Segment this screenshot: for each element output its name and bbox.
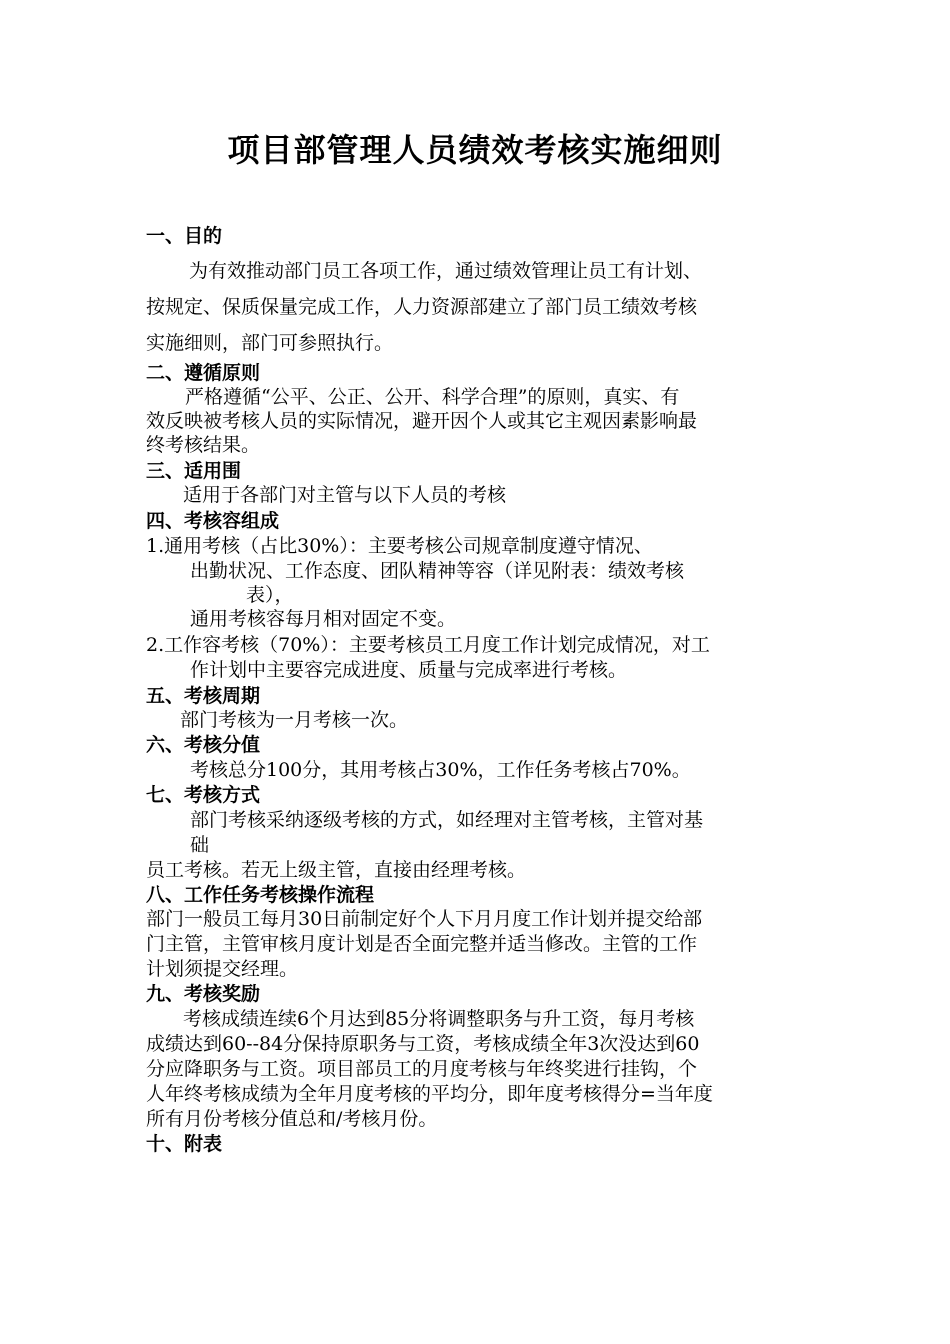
section-heading-composition: 四、考核容组成 bbox=[146, 510, 280, 532]
paragraph-line: 部门一般员工每月30日前制定好个人下月月度工作计划并提交给部 bbox=[146, 908, 703, 930]
paragraph-line: 终考核结果。 bbox=[146, 434, 261, 456]
section-heading-process: 八、工作任务考核操作流程 bbox=[146, 884, 375, 906]
list-item-line: 通用考核容每月相对固定不变。 bbox=[190, 608, 457, 630]
paragraph-line: 础 bbox=[190, 834, 210, 856]
paragraph-line: 所有月份考核分值总和/考核月份。 bbox=[146, 1108, 438, 1130]
section-heading-cycle: 五、考核周期 bbox=[146, 685, 261, 707]
paragraph-line: 成绩达到60--84分保持原职务与工资，考核成绩全年3次没达到60 bbox=[146, 1033, 700, 1055]
paragraph-line: 部门考核为一月考核一次。 bbox=[180, 709, 409, 731]
paragraph-line: 严格遵循“公平、公正、公开、科学合理”的原则，真实、有 bbox=[185, 386, 680, 408]
paragraph-line: 按规定、保质保量完成工作，人力资源部建立了部门员工绩效考核 bbox=[146, 296, 698, 318]
list-item-line: 表）， bbox=[246, 584, 294, 606]
paragraph-line: 计划须提交经理。 bbox=[146, 958, 299, 980]
document-title: 项目部管理人员绩效考核实施细则 bbox=[227, 131, 723, 169]
paragraph-line: 员工考核。若无上级主管，直接由经理考核。 bbox=[146, 859, 527, 881]
section-heading-principles: 二、遵循原则 bbox=[146, 362, 261, 384]
list-item-line: 出勤状况、工作态度、团队精神等容（详见附表：绩效考核 bbox=[190, 560, 685, 582]
list-item-line: 1.通用考核（占比30%）：主要考核公司规章制度遵守情况、 bbox=[146, 535, 653, 557]
paragraph-line: 考核成绩连续6个月达到85分将调整职务与升工资，每月考核 bbox=[183, 1008, 695, 1030]
section-heading-scope: 三、适用围 bbox=[146, 460, 242, 482]
paragraph-line: 为有效推动部门员工各项工作，通过绩效管理让员工有计划、 bbox=[189, 260, 703, 282]
paragraph-line: 分应降职务与工资。项目部员工的月度考核与年终奖进行挂钩，个 bbox=[146, 1058, 698, 1080]
section-heading-rewards: 九、考核奖励 bbox=[146, 983, 261, 1005]
paragraph-line: 人年终考核成绩为全年月度考核的平均分，即年度考核得分=当年度 bbox=[146, 1083, 713, 1105]
list-item-line: 2.工作容考核（70%）：主要考核员工月度工作计划完成情况，对工 bbox=[146, 634, 710, 656]
section-heading-method: 七、考核方式 bbox=[146, 784, 261, 806]
paragraph-line: 效反映被考核人员的实际情况，避开因个人或其它主观因素影响最 bbox=[146, 410, 698, 432]
section-heading-score: 六、考核分值 bbox=[146, 734, 261, 756]
paragraph-line: 部门考核采纳逐级考核的方式，如经理对主管考核，主管对基 bbox=[190, 809, 704, 831]
paragraph-line: 适用于各部门对主管与以下人员的考核 bbox=[183, 484, 507, 506]
section-heading-purpose: 一、目的 bbox=[146, 225, 223, 247]
paragraph-line: 考核总分100分，其用考核占30%，工作任务考核占70%。 bbox=[190, 759, 691, 781]
paragraph-line: 门主管，主管审核月度计划是否全面完整并适当修改。主管的工作 bbox=[146, 933, 698, 955]
paragraph-line: 实施细则，部门可参照执行。 bbox=[146, 332, 394, 354]
section-heading-appendix: 十、附表 bbox=[146, 1133, 223, 1155]
list-item-line: 作计划中主要容完成进度、质量与完成率进行考核。 bbox=[190, 659, 628, 681]
